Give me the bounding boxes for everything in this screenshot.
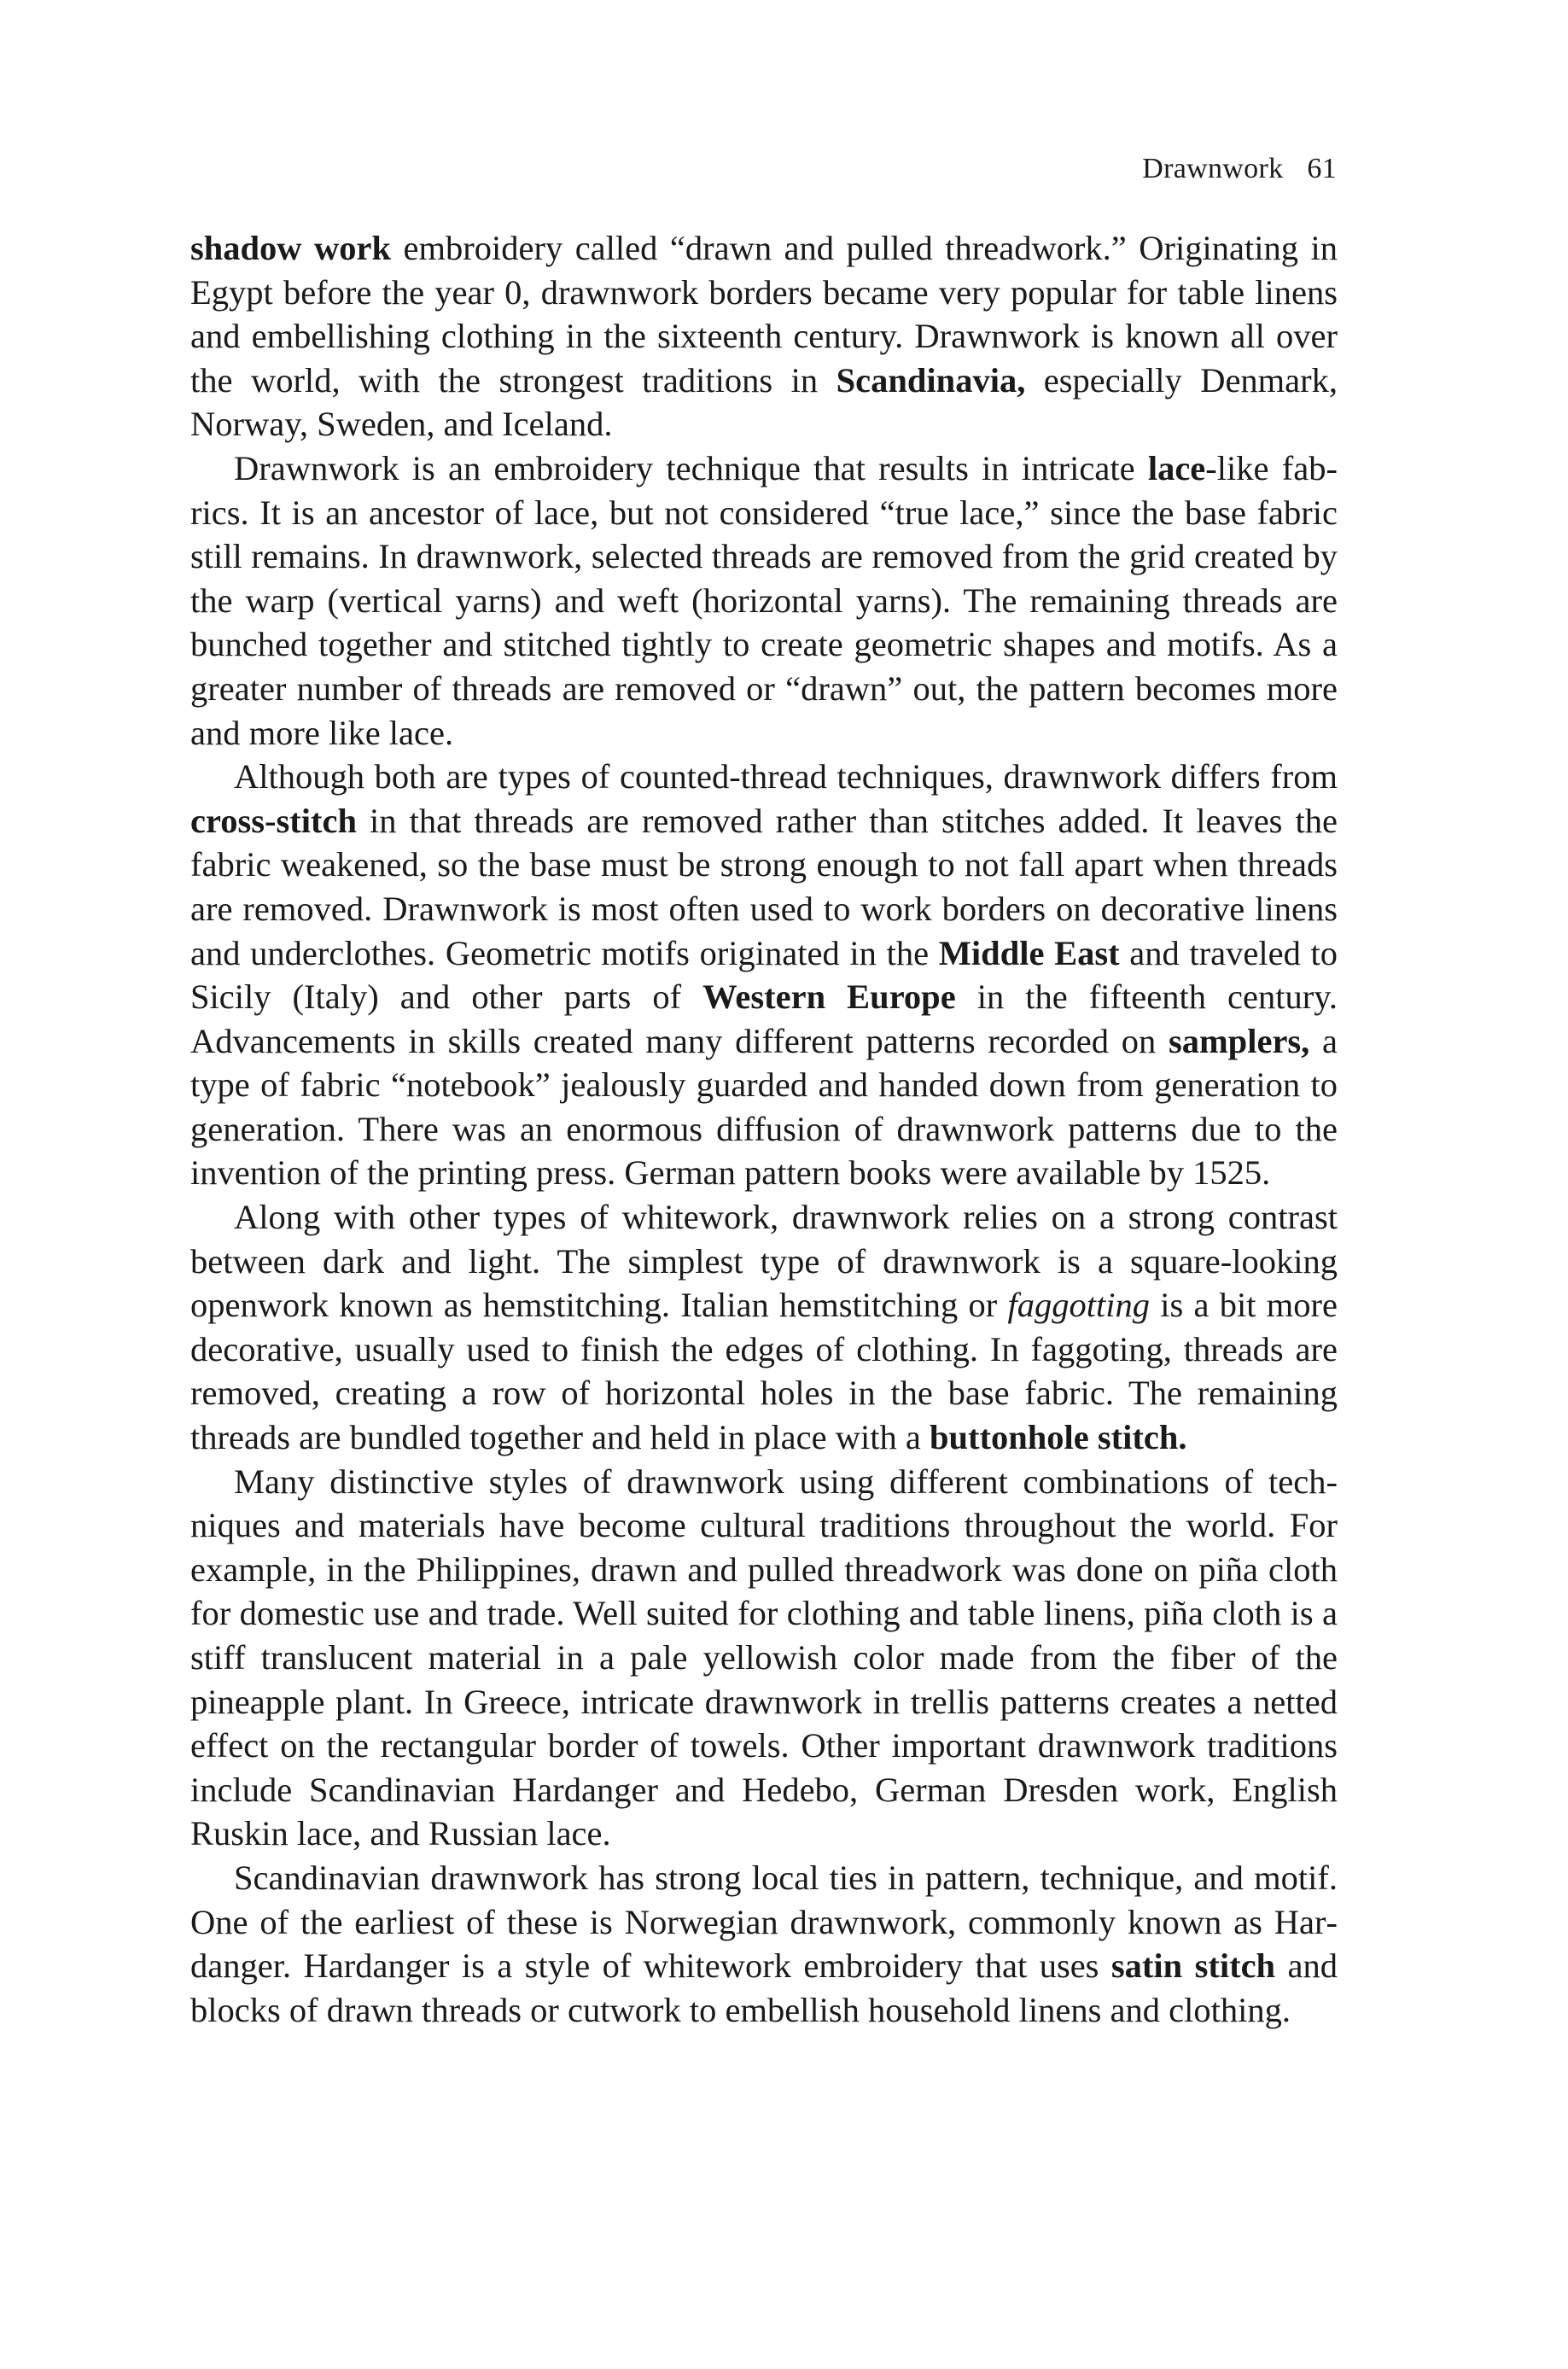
text-run: Drawnwork is an embroidery technique that results in intricate bbox=[234, 448, 1148, 487]
text-run: Along with other types of whitework, drawnwork relies on a strong contrast between dark and light. The simplest type of drawnwork is a square-looking openwork known as hemstitching. Italian hemstitching or bbox=[190, 1198, 1338, 1325]
text-run: in the fifteenth century. Advancements in skills created many different patterns recorded on bbox=[190, 977, 1338, 1060]
running-head bbox=[1142, 152, 1337, 186]
body-text bbox=[190, 226, 1338, 2032]
running-head-title: Drawnwork bbox=[1142, 153, 1284, 184]
text-run: Scandinavian drawnwork has strong local ties in pattern, technique, and motif. One of the earliest of these is Norwegian drawnwork, commonly known as Hardanger. Hardanger is a style of whitework embroidery that uses bbox=[190, 1858, 1338, 1986]
bold-term: buttonhole stitch. bbox=[929, 1418, 1187, 1457]
bold-term: shadow work bbox=[190, 229, 392, 267]
paragraph bbox=[190, 1856, 1338, 2032]
text-run: and traveled to Sicily (Italy) and other parts of bbox=[190, 933, 1338, 1017]
bold-term: cross-stitch bbox=[190, 801, 357, 840]
bold-term: samplers, bbox=[1168, 1021, 1310, 1060]
italic-term: faggotting bbox=[1007, 1286, 1151, 1325]
bold-term: satin stitch bbox=[1110, 1946, 1276, 1986]
text-run: embroidery called “drawn and pulled threadwork.” Originating in Egypt before the year 0, drawnwork borders became very popular for table linens and embellishing clothing in the sixteenth century. Drawnwork is known all over the world, with the strongest traditions in bbox=[190, 229, 1338, 400]
text-run: and blocks of drawn threads or cutwork to embellish household linens and clothing. bbox=[190, 1946, 1338, 2029]
bold-term: lace bbox=[1147, 448, 1206, 487]
paragraph bbox=[190, 755, 1338, 1195]
paragraph bbox=[190, 1195, 1338, 1460]
bold-term: Western Europe bbox=[702, 977, 956, 1017]
paragraph bbox=[190, 446, 1338, 755]
text-run: in that threads are removed rather than stitches added. It leaves the fabric weakened, so the base must be strong enough to not fall apart when threads are removed. Drawnwork is most often used to work borders on decorative linens and underclothes. Geometric motifs originated in the bbox=[190, 801, 1338, 972]
bold-term: Middle East bbox=[938, 933, 1120, 972]
paragraph bbox=[190, 1460, 1338, 1856]
text-run: -like fabrics. It is an ancestor of lace, but not considered “true lace,” since the base fabric still remains. In drawnwork, selected threads are removed from the grid created by the warp (vertical yarns) and weft (horizontal yarns). The remaining threads are bunched together and stitched tightly to create geometric shapes and motifs. As a greater number of threads are removed or “drawn” out, the pattern becomes more and more like lace. bbox=[190, 448, 1338, 752]
text-run: especially Denmark, Norway, Sweden, and Iceland. bbox=[190, 360, 1338, 444]
text-run: Many distinctive styles of drawnwork using different combinations of techniques and materials have become cultural traditions throughout the world. For example, in the Philippines, drawn and pulled threadwork was done on piña cloth for domestic use and trade. Well suited for clothing and table linens, piña cloth is a stiff translucent material in a pale yellowish color made from the fiber of the pineapple plant. In Greece, intricate drawnwork in trellis patterns creates a netted effect on the rectangular border of towels. Other important drawnwork traditions include Scandinavian Hardanger and Hedebo, German Dresden work, English Ruskin lace, and Russian lace. bbox=[190, 1462, 1338, 1853]
text-run: Although both are types of counted-thread techniques, drawnwork differs from bbox=[234, 757, 1338, 796]
paragraph bbox=[190, 226, 1338, 446]
text-run: a type of fabric “notebook” jealously guarded and handed down from generation to generation. There was an enormous diffusion of drawnwork patterns due to the invention of the printing press. German pattern books were available by 1525. bbox=[190, 1021, 1338, 1193]
text-run: is a bit more decorative, usually used to finish the edges of clothing. In faggoting, threads are removed, creating a row of horizontal holes in the base fabric. The remaining threads are bundled together and held in place with a bbox=[190, 1286, 1338, 1457]
page-number: 61 bbox=[1307, 153, 1337, 184]
bold-term: Scandinavia, bbox=[836, 360, 1026, 400]
